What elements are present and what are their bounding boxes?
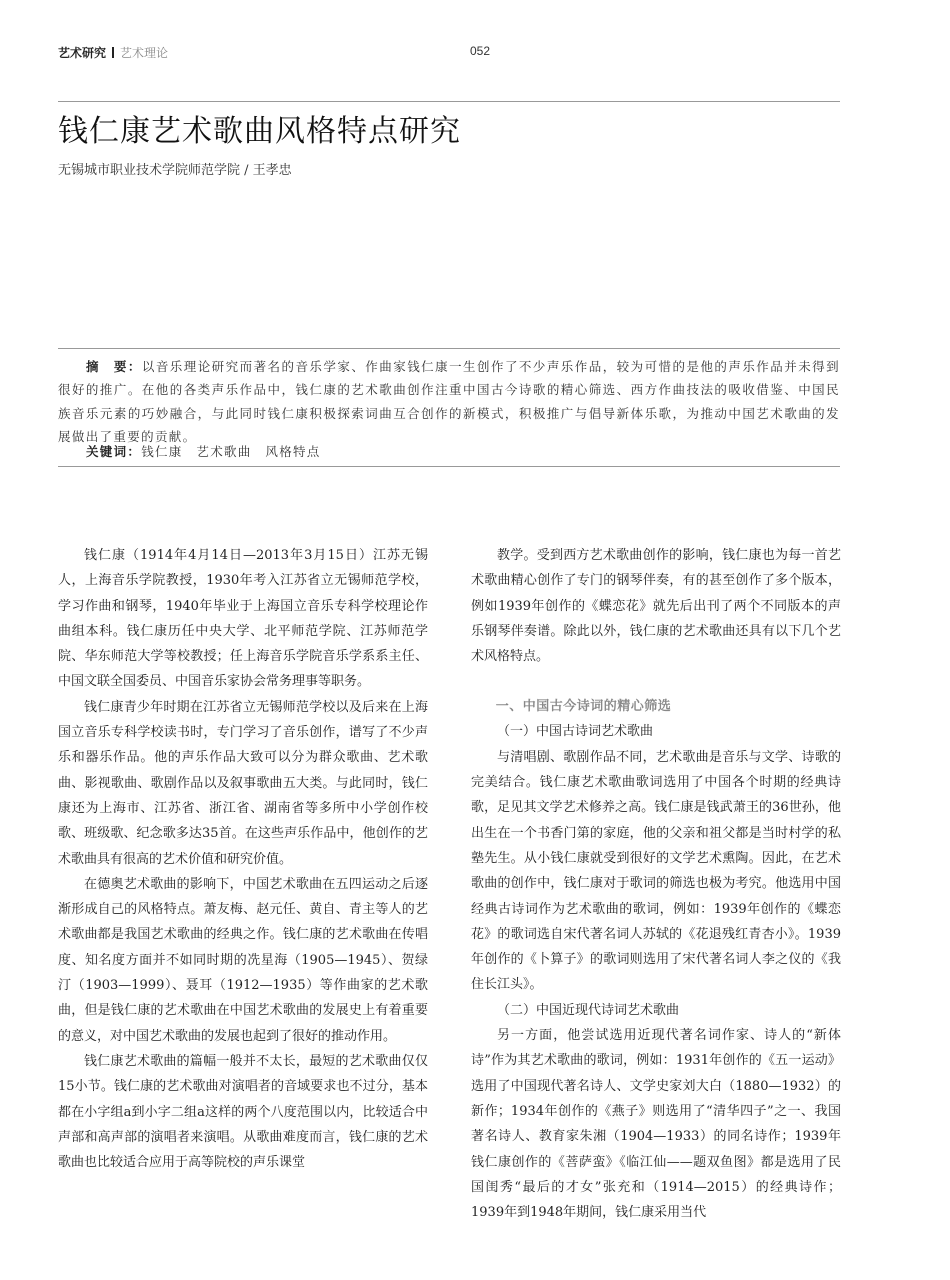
abstract xyxy=(58,355,840,449)
keywords xyxy=(86,440,321,463)
paragraph: 钱仁康（1914年4月14日—2013年3月15日）江苏无锡人，上海音乐学院教授，1930年考入江苏省立无锡师范学校，学习作曲和钢琴，1940年毕业于上海国立音乐专科学校理论作曲组本科。钱仁康历任中央大学、北平师范学院、江苏师范学院、华东师范大学等校教授；任上海音乐学院音乐学系系主任、中国文联全国委员、中国音乐家协会常务理事等职务。 xyxy=(58,548,428,690)
paragraph: 另一方面，他尝试选用近现代著名词作家、诗人的“新体诗”作为其艺术歌曲的歌词，例如：1931年创作的《五一运动》选用了中国现代著名诗人、文学史家刘大白（1880—1932）的新作；1934年创作的《燕子》则选用了“清华四子”之一、我国著名诗人、教育家朱湘（1904—1933）的同名诗作；1939年钱仁康创作的《菩萨蛮》《临江仙——题双鱼图》都是选用了民国闺秀“最后的才女”张充和（1914—2015）的经典诗作；1939年到1948年期间，钱仁康采用当代 xyxy=(471,1028,841,1221)
paragraph: 钱仁康青少年时期在江苏省立无锡师范学校以及后来在上海国立音乐专科学校读书时，专门学习了音乐创作，谱写了不少声乐和器乐作品。他的声乐作品大致可以分为群众歌曲、艺术歌曲、影视歌曲、歌剧作品以及叙事歌曲五大类。与此同时，钱仁康还为上海市、江苏省、浙江省、湖南省等多所中小学创作校歌、班级歌、纪念歌多达35首。在这些声乐作品中，他创作的艺术歌曲具有很高的艺术价值和研究价值。 xyxy=(58,699,428,867)
author-affiliation: 无锡城市职业技术学院师范学院 / 王孝忠 xyxy=(58,163,292,178)
paragraph: 钱仁康艺术歌曲的篇幅一般并不太长，最短的艺术歌曲仅仅15小节。钱仁康的艺术歌曲对演唱者的音域要求也不过分，基本都在小字组a到小字二组a这样的两个八度范围以内，比较适合中声部和高声部的演唱者来演唱。从歌曲难度而言，钱仁康的艺术歌曲也比较适合应用于高等院校的声乐课堂 xyxy=(58,1053,428,1171)
article-title: 钱仁康艺术歌曲风格特点研究 xyxy=(58,114,461,149)
paragraph: 教学。受到西方艺术歌曲创作的影响，钱仁康也为每一首艺术歌曲精心创作了专门的钢琴伴奏，有的甚至创作了多个版本，例如1939年创作的《蝶恋花》就先后出刊了两个不同版本的声乐钢琴伴奏谱。除此以外，钱仁康的艺术歌曲还具有以下几个艺术风格特点。 xyxy=(471,548,841,665)
journal-subsection: 艺术理论 xyxy=(120,46,169,60)
body-column-right xyxy=(471,543,841,1225)
paragraph: 与清唱剧、歌剧作品不同，艺术歌曲是音乐与文学、诗歌的完美结合。钱仁康艺术歌曲歌词选用了中国各个时期的经典诗歌，足见其文学艺术修养之高。钱仁康是钱武萧王的36世孙，他出生在一个书香门第的家庭，他的父亲和祖父都是当时村学的私塾先生。从小钱仁康就受到很好的文学艺术熏陶。因此，在艺术歌曲的创作中，钱仁康对于歌词的筛选也极为考究。他选用中国经典古诗词作为艺术歌曲的歌词，例如：1939年创作的《蝶恋花》的歌词选自宋代著名词人苏轼的《花退残红青杏小》。1939年创作的《卜算子》的歌词则选用了宋代著名词人李之仪的《我住长江头》。 xyxy=(471,749,841,993)
subsection-heading: （二）中国近现代诗词艺术歌曲 xyxy=(497,1002,680,1018)
abstract-label: 摘 要： xyxy=(86,359,142,374)
journal-section: 艺术研究 xyxy=(58,46,107,60)
paragraph: 在德奥艺术歌曲的影响下，中国艺术歌曲在五四运动之后逐渐形成自己的风格特点。萧友梅、赵元任、黄自、青主等人的艺术歌曲都是我国艺术歌曲的经典之作。钱仁康的艺术歌曲在传唱度、知名度方面并不如同时期的冼星海（1905—1945）、贺绿汀（1903—1999）、聂耳（1912—1935）等作曲家的艺术歌曲，但是钱仁康的艺术歌曲在中国艺术歌曲的发展史上有着重要的意义，对中国艺术歌曲的发展也起到了很好的推动作用。 xyxy=(58,876,428,1044)
section-gap xyxy=(471,669,841,694)
section-heading: 一、中国古今诗词的精心筛选 xyxy=(495,699,672,715)
abstract-text: 以音乐理论研究而著名的音乐学家、作曲家钱仁康一生创作了不少声乐作品，较为可惜的是他的声乐作品并未得到很好的推广。在他的各类声乐作品中，钱仁康的艺术歌曲创作注重中国古今诗歌的精心筛选、西方作曲技法的吸收借鉴、中国民族音乐元素的巧妙融合，与此同时钱仁康积极探索词曲互合创作的新模式，积极推广与倡导新体乐歌，为推动中国艺术歌曲的发展做出了重要的贡献。 xyxy=(58,359,840,445)
abstract-top-rule xyxy=(58,348,840,349)
keywords-text: 钱仁康 艺术歌曲 风格特点 xyxy=(141,444,321,459)
abstract-bottom-rule xyxy=(58,466,840,467)
page-number: 052 xyxy=(470,44,491,58)
keywords-label: 关键词： xyxy=(86,444,142,459)
header-rule xyxy=(58,101,840,102)
body-column-left xyxy=(58,543,428,1175)
header-divider xyxy=(112,47,114,58)
running-header xyxy=(58,44,168,61)
subsection-heading: （一）中国古诗词艺术歌曲 xyxy=(497,724,654,740)
